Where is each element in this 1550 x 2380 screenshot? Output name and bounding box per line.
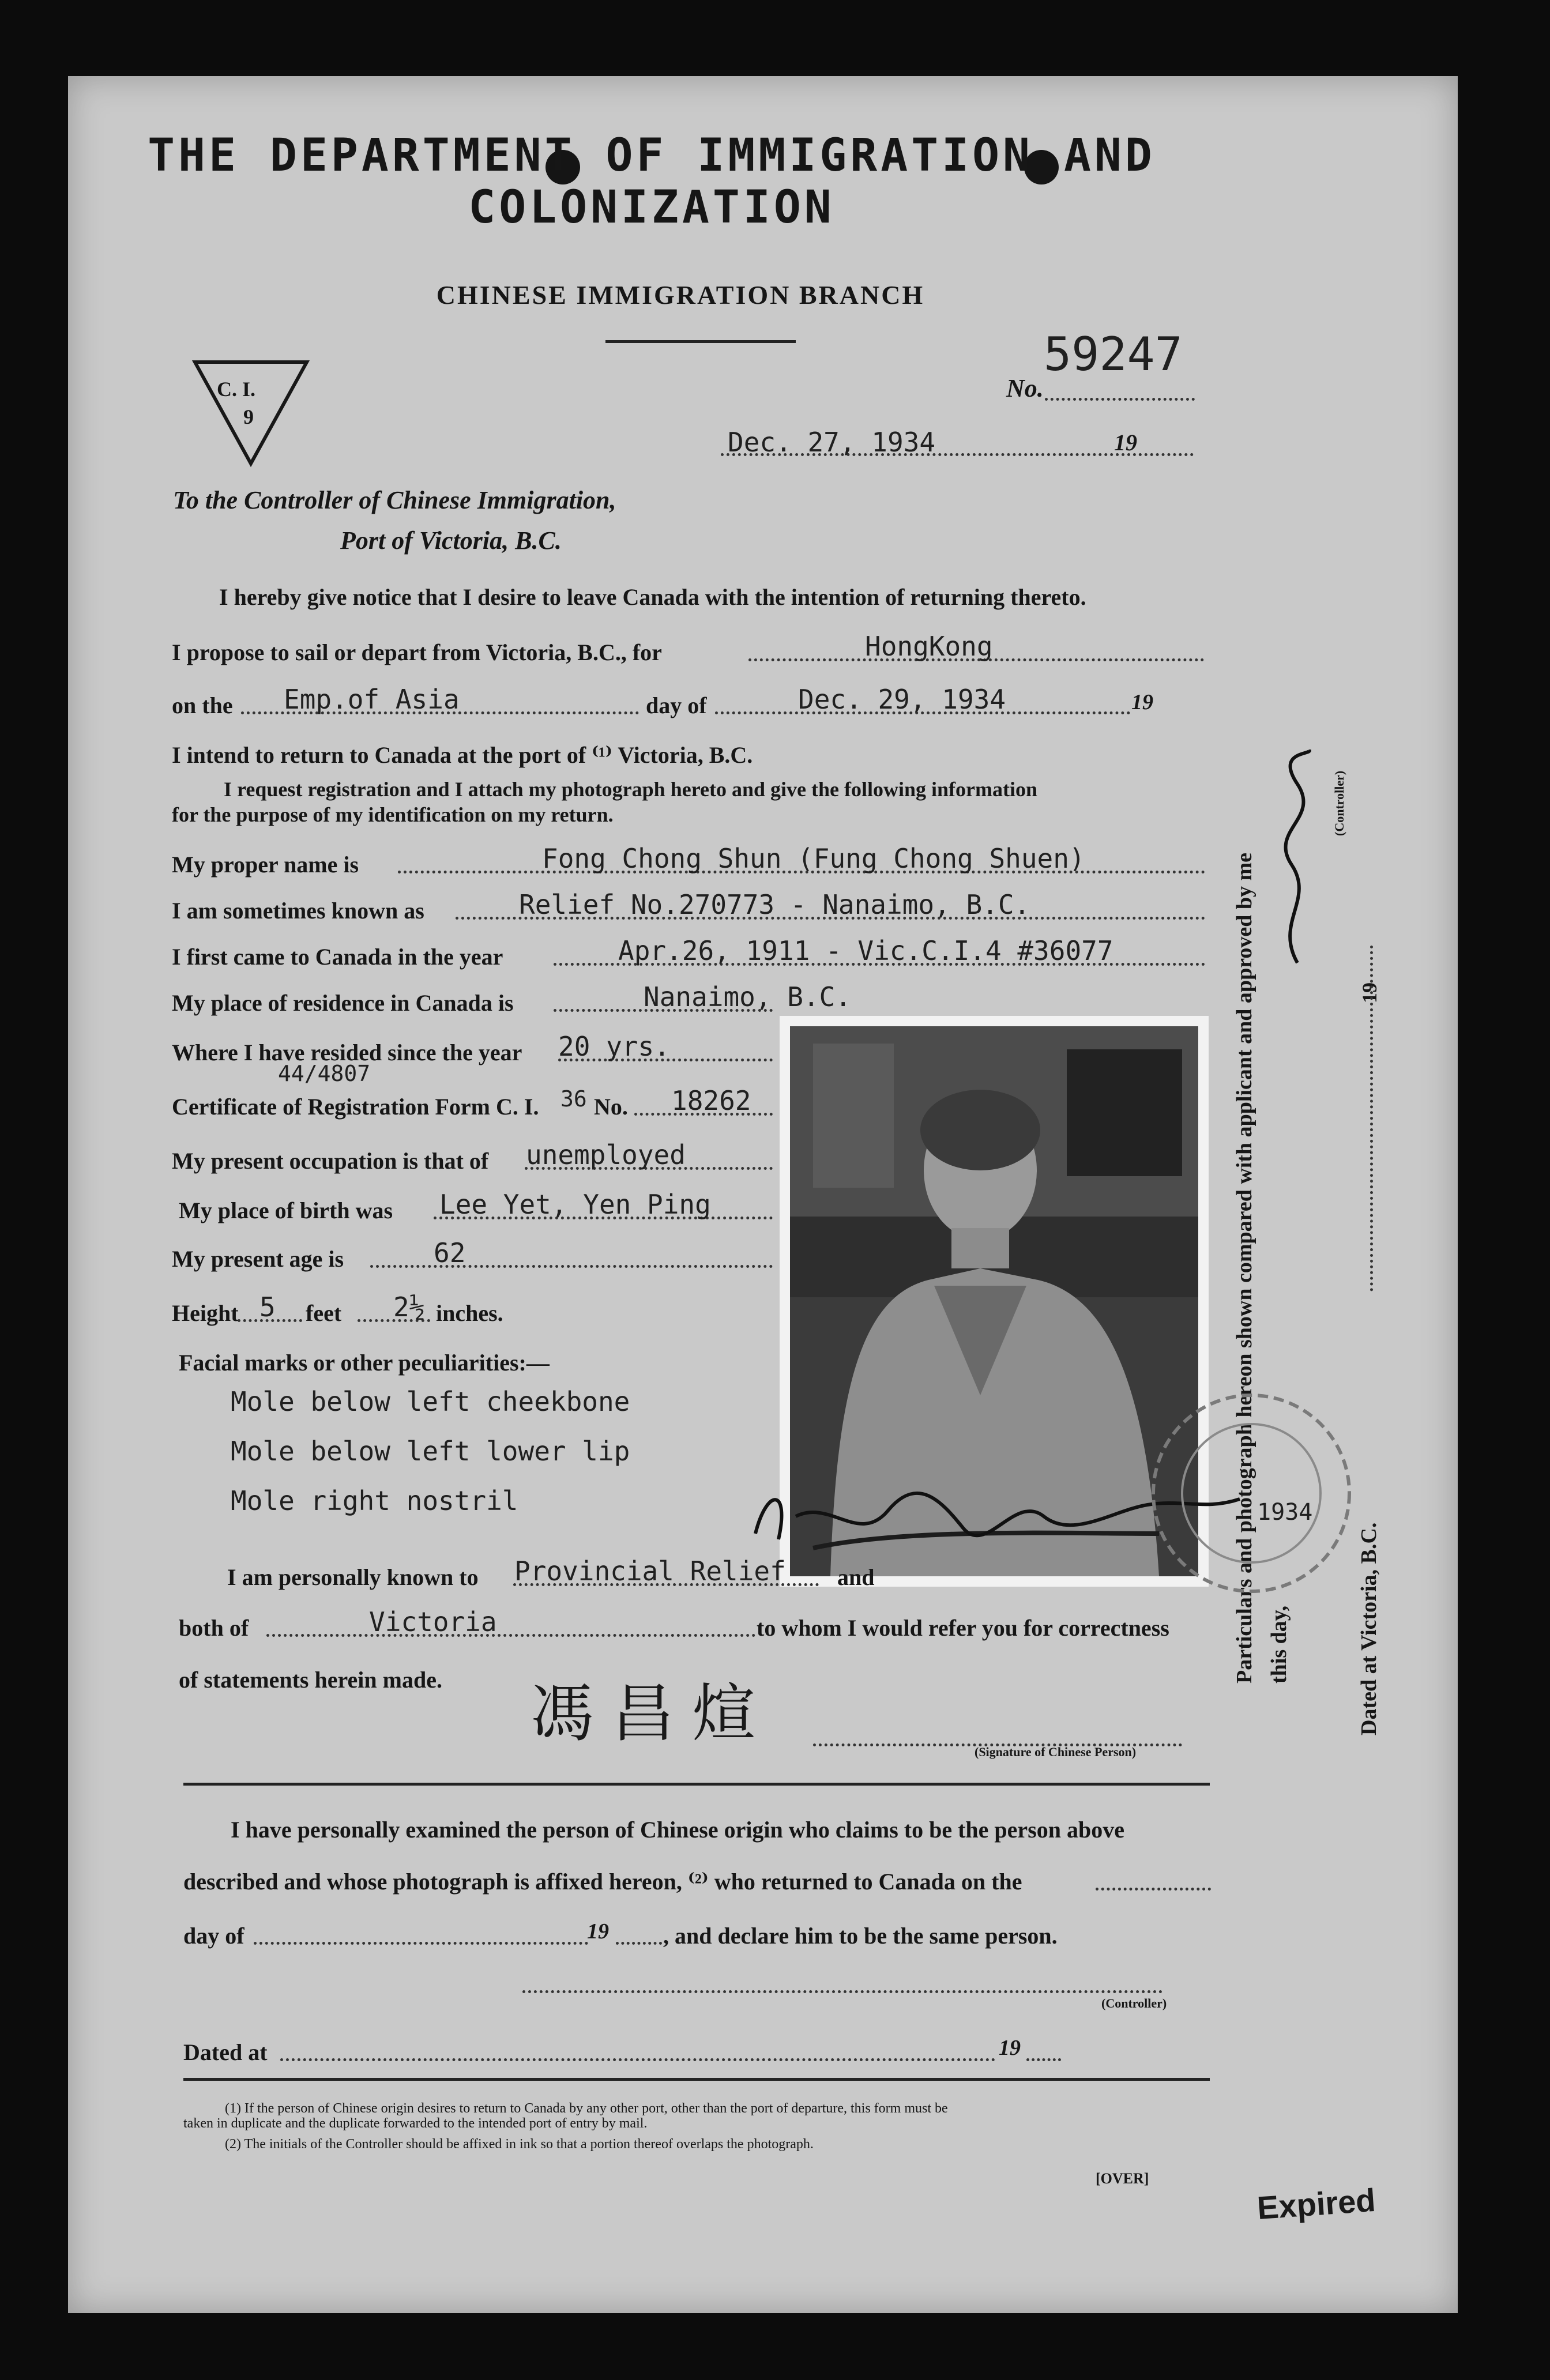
height-label: Height: [172, 1300, 239, 1326]
exam-day-label: day of: [183, 1923, 244, 1949]
section-rule-top: [183, 1783, 1210, 1786]
footnote-1b: taken in duplicate and the duplicate forwarded to the intended port of entry by mail.: [183, 2116, 648, 2131]
refer-label: to whom I would refer you for correctness: [757, 1615, 1169, 1641]
subtitle-rule: [605, 340, 796, 343]
first-came: Apr.26, 1911 - Vic.C.I.4 #36077: [618, 935, 1113, 966]
certificate-label: Certificate of Registration Form C. I.: [172, 1094, 539, 1120]
height-feet: 5: [259, 1291, 276, 1323]
on-the-label: on the: [172, 692, 233, 718]
destination: HongKong: [865, 631, 993, 662]
birth-label: My place of birth was: [179, 1197, 393, 1223]
both-of: Victoria: [369, 1606, 497, 1637]
facial-marks-label: Facial marks or other peculiarities:—: [179, 1350, 550, 1376]
exam-declare: , and declare him to be the same person.: [663, 1923, 1058, 1949]
both-of-label: both of: [179, 1615, 249, 1641]
request-line2: for the purpose of my identification on my return.: [172, 803, 614, 826]
known-as-label: I am sometimes known as: [172, 898, 424, 924]
statements-label: of statements herein made.: [179, 1667, 442, 1693]
day-of-label: day of: [646, 692, 707, 718]
notice-date: Dec. 27, 1934: [728, 427, 936, 458]
facial-mark-3: Mole right nostril: [231, 1485, 518, 1516]
form-code-line1: C. I.: [217, 378, 256, 401]
side-particulars: Particulars and photograph hereon shown compared with applicant and approved by me: [1232, 852, 1256, 1684]
footnote-2: (2) The initials of the Controller should be affixed in ink so that a portion thereof overlaps the photograph.: [225, 2137, 814, 2152]
resided-label: Where I have resided since the year: [172, 1040, 522, 1065]
signature-caption: (Signature of Chinese Person): [975, 1745, 1137, 1759]
number-label: No.: [1006, 374, 1044, 402]
facial-mark-1: Mole below left cheekbone: [231, 1386, 630, 1417]
branch-subtitle: CHINESE IMMIGRATION BRANCH: [436, 280, 925, 310]
occupation: unemployed: [526, 1139, 686, 1170]
occupation-label: My present occupation is that of: [172, 1148, 489, 1174]
expired-stamp: Expired: [1256, 2181, 1377, 2227]
departure-date: Dec. 29, 1934: [798, 684, 1006, 715]
first-came-label: I first came to Canada in the year: [172, 944, 503, 970]
and-label: and: [837, 1564, 875, 1590]
stamp-year: 1934: [1257, 1499, 1313, 1526]
side-dated-at: Dated at Victoria, B.C.: [1357, 1522, 1381, 1735]
footnote-1: (1) If the person of Chinese origin desires to return to Canada by any other port, other than the port of departure, this form must be: [225, 2101, 948, 2116]
over-label: [OVER]: [1096, 2170, 1149, 2187]
request-line1: I request registration and I attach my photograph hereto and give the following information: [224, 778, 1038, 801]
address-line2: Port of Victoria, B.C.: [340, 526, 562, 555]
exam-year2: 19: [999, 2036, 1021, 2060]
side-controller: (Controller): [1332, 770, 1346, 836]
feet-label: feet: [306, 1300, 342, 1326]
side-this-day: this day,: [1267, 1605, 1291, 1684]
side-controller-initials: [1263, 750, 1332, 969]
section-rule-bottom: [183, 2078, 1210, 2081]
form-number: 59247: [1044, 327, 1183, 381]
exam-line1: I have personally examined the person of Chinese origin who claims to be the person above: [231, 1817, 1124, 1843]
height-inches: 2½: [393, 1291, 426, 1323]
exam-controller: (Controller): [1101, 1996, 1167, 2010]
exam-year: 19: [587, 1919, 609, 1944]
known-as: Relief No.270773 - Nanaimo, B.C.: [519, 889, 1030, 920]
proper-name: Fong Chong Shun (Fung Chong Shuen): [542, 843, 1085, 874]
exam-line2: described and whose photograph is affixed hereon, ⁽²⁾ who returned to Canada on the: [183, 1869, 1022, 1895]
date-stamp: [1142, 1372, 1361, 1614]
sail-label: I propose to sail or depart from Victoria, B.C., for: [172, 639, 662, 665]
form-code-line2: 9: [243, 405, 254, 428]
ship-name: Emp.of Asia: [284, 684, 460, 715]
known-to-label: I am personally known to: [227, 1564, 479, 1590]
residence-label: My place of residence in Canada is: [172, 990, 514, 1016]
departure-year: 19: [1131, 690, 1153, 714]
proper-name-label: My proper name is: [172, 852, 359, 878]
residence: Nanaimo, B.C.: [644, 981, 852, 1012]
resided: 20 yrs.: [558, 1031, 670, 1062]
facial-mark-2: Mole below left lower lip: [231, 1436, 630, 1467]
notice-text: I hereby give notice that I desire to leave Canada with the intention of returning thereto.: [219, 584, 1086, 610]
certificate-above: 44/4807: [278, 1061, 371, 1086]
age-label: My present age is: [172, 1246, 344, 1272]
exam-dated-at: Dated at: [183, 2039, 268, 2065]
department-title: THE DEPARTMENT OF IMMIGRATION AND COLONIZATION: [148, 130, 1156, 234]
certificate-number: 18262: [671, 1085, 751, 1116]
known-to: Provincial Relief: [514, 1556, 786, 1587]
chinese-signature: 馮昌煊: [531, 1677, 773, 1750]
inches-label: inches.: [436, 1300, 503, 1326]
notice-date-year: 19: [1114, 430, 1137, 455]
certificate-form: 36: [560, 1086, 587, 1112]
side-year: 19: [1358, 982, 1381, 1003]
certificate-no-label: No.: [594, 1094, 628, 1120]
age: 62: [434, 1237, 466, 1268]
birth-place: Lee Yet, Yen Ping: [439, 1189, 711, 1220]
address-line1: To the Controller of Chinese Immigration,: [173, 486, 616, 514]
return-port-text: I intend to return to Canada at the port of ⁽¹⁾ Victoria, B.C.: [172, 742, 753, 768]
